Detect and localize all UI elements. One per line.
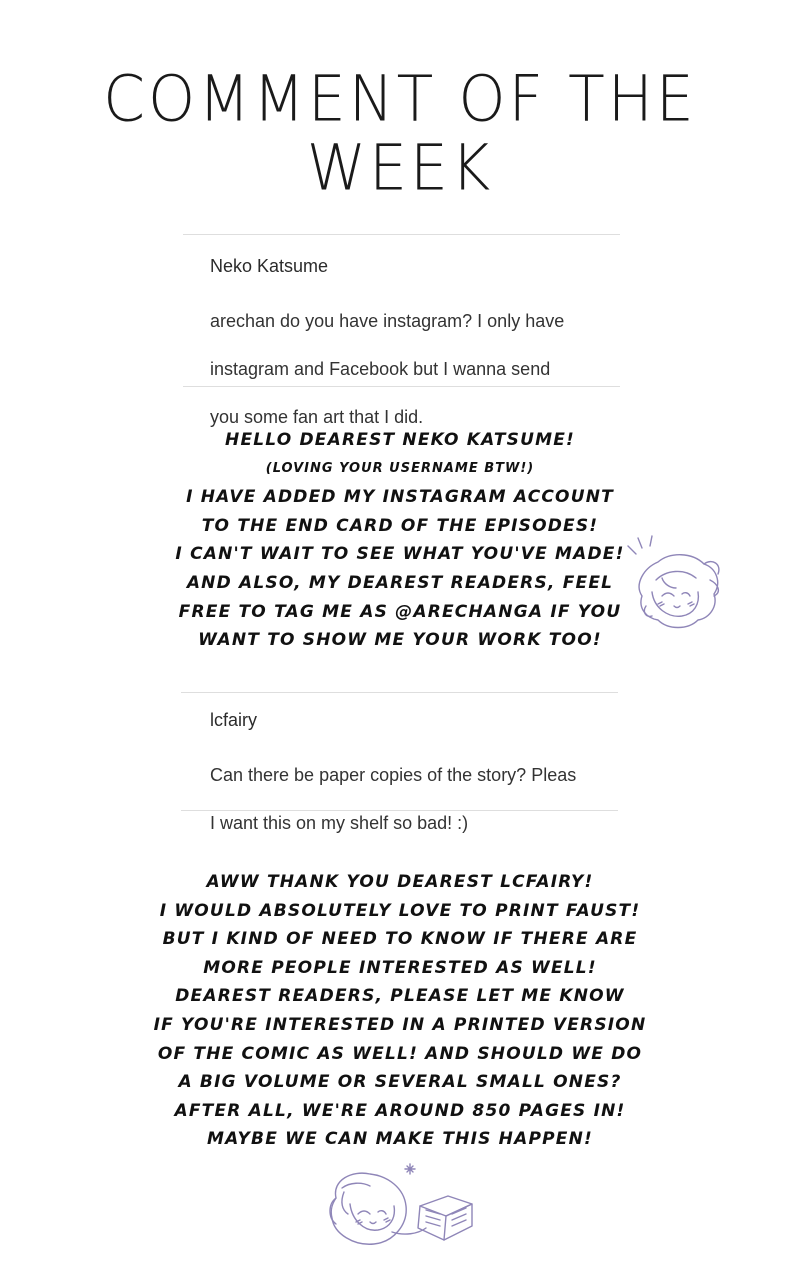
reply-line: (LOVING YOUR USERNAME BTW!) xyxy=(265,460,535,476)
comment-line: instagram and Facebook but I wanna send xyxy=(210,359,551,379)
comment-line: arechan do you have instagram? I only have xyxy=(210,311,565,331)
reply-line: I WOULD ABSOLUTELY LOVE TO PRINT FAUST! xyxy=(159,900,641,921)
comment-body xyxy=(210,739,610,859)
reply-line: MAYBE WE CAN MAKE THIS HAPPEN! xyxy=(207,1129,593,1150)
reply-line: I CAN'T WAIT TO SEE WHAT YOU'VE MADE! xyxy=(175,544,625,565)
reply-line: A BIG VOLUME OR SEVERAL SMALL ONES? xyxy=(178,1072,622,1093)
author-reply-2 xyxy=(0,868,800,1154)
comment-line: you some fan art that I did. xyxy=(210,407,424,427)
reply-line: AND ALSO, MY DEAREST READERS, FEEL xyxy=(186,572,614,593)
reply-line: OF THE COMIC AS WELL! AND SHOULD WE DO xyxy=(157,1043,643,1064)
reply-line: IF YOU'RE INTERESTED IN A PRINTED VERSION xyxy=(153,1014,647,1035)
reply-line: FREE TO TAG ME AS @ARECHANGA IF YOU xyxy=(178,601,622,622)
chibi-sleeping-book-doodle-icon xyxy=(322,1158,478,1254)
comment-line: I want this on my shelf so bad! :) xyxy=(210,813,469,833)
reply-line: I HAVE ADDED MY INSTAGRAM ACCOUNT xyxy=(186,487,614,508)
comment-author: Neko Katsume xyxy=(210,256,329,276)
comment-line: Can there be paper copies of the story? Pleas xyxy=(210,765,577,785)
comment-2-top-divider xyxy=(181,692,618,693)
chibi-wink-doodle-icon xyxy=(618,534,730,638)
comment-card-1 xyxy=(210,256,610,453)
page-title xyxy=(0,62,800,206)
reply-line: MORE PEOPLE INTERESTED AS WELL! xyxy=(203,957,597,978)
reply-line: AWW THANK YOU DEAREST LCFAIRY! xyxy=(206,872,594,892)
reply-line: TO THE END CARD OF THE EPISODES! xyxy=(201,515,599,536)
reply-line: BUT I KIND OF NEED TO KNOW IF THERE ARE xyxy=(162,929,638,950)
comment-1-top-divider xyxy=(183,234,620,235)
reply-line: WANT TO SHOW ME YOUR WORK TOO! xyxy=(198,630,602,651)
reply-line: AFTER ALL, WE'RE AROUND 850 PAGES IN! xyxy=(174,1100,626,1121)
page-title-line-2: WEEK xyxy=(306,131,494,206)
comment-1-bottom-divider xyxy=(183,386,620,387)
comment-2-bottom-divider xyxy=(181,810,618,811)
comment-author: lcfairy xyxy=(210,710,258,730)
page-title-line-1: COMMENT OF THE xyxy=(103,62,697,137)
reply-line: HELLO DEAREST NEKO KATSUME! xyxy=(225,430,575,450)
reply-line: DEAREST READERS, PLEASE LET ME KNOW xyxy=(175,986,625,1007)
comment-card-2 xyxy=(210,710,610,859)
